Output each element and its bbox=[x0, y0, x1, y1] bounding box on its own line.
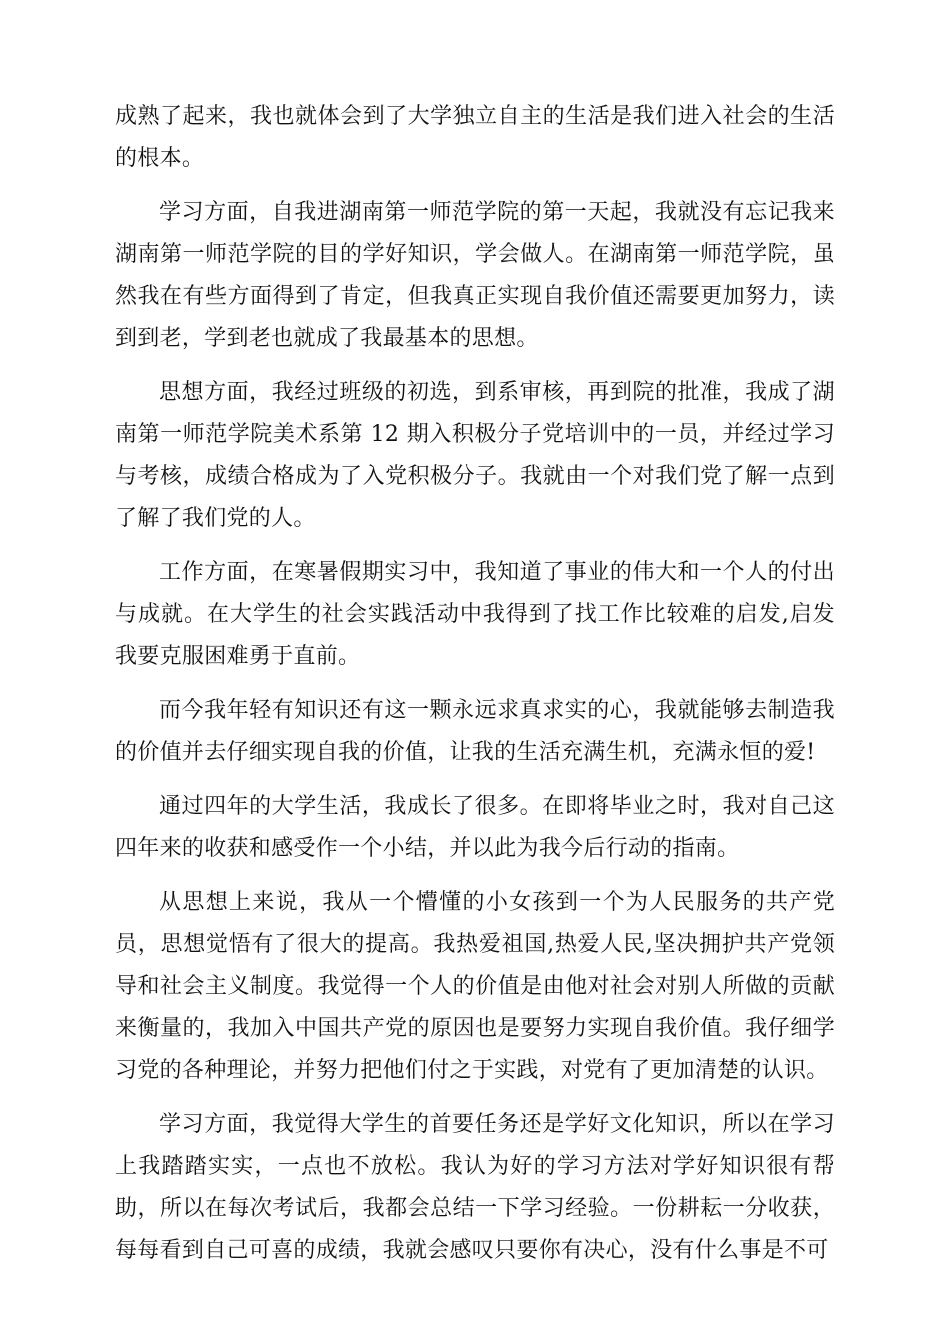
paragraph-study: 学习方面，自我进湖南第一师范学院的第一天起，我就没有忘记我来湖南第一师范学院的目的学好知识，学会做人。在湖南第一师范学院，虽然我在有些方面得到了肯定，但我真正实现自我价值还需要更加努力，读到到老，学到老也就成了我最基本的思想。 bbox=[115, 200, 835, 351]
paragraph-work: 工作方面，在寒暑假期实习中，我知道了事业的伟大和一个人的付出与成就。在大学生的社会实践活动中我得到了找工作比较难的启发,启发我要克服困难勇于直前。 bbox=[115, 560, 835, 669]
paragraph-ideology: 从思想上来说，我从一个懵懂的小女孩到一个为人民服务的共产党员，思想觉悟有了很大的提高。我热爱祖国,热爱人民,坚决拥护共产党领导和社会主义制度。我觉得一个人的价值是由他对社会对别人所做的贡献来衡量的，我加入中国共产党的原因也是要努力实现自我价值。我仔细学习党的各种理论，并努力把他们付之于实践，对党有了更加清楚的认识。 bbox=[115, 890, 835, 1083]
paragraph-continued: 成熟了起来，我也就体会到了大学独立自主的生活是我们进入社会的生活的根本。 bbox=[115, 104, 835, 171]
paragraph-learning: 学习方面，我觉得大学生的首要任务还是学好文化知识，所以在学习上我踏踏实实，一点也不放松。我认为好的学习方法对学好知识很有帮助，所以在每次考试后，我都会总结一下学习经验。一份耕耘一分收获，每每看到自己可喜的成绩，我就会感叹只要你有决心，没有什么事是不可 bbox=[115, 1112, 835, 1263]
paragraph-thought: 思想方面，我经过班级的初选，到系审核，再到院的批准，我成了湖南第一师范学院美术系第 12 期入积极分子党培训中的一员，并经过学习与考核，成绩合格成为了入党积极分子。我就由一个对我们党了解一点到了解了我们党的人。 bbox=[115, 380, 835, 531]
paragraph-aspiration: 而今我年轻有知识还有这一颗永远求真求实的心，我就能够去制造我的价值并去仔细实现自我的价值，让我的生活充满生机，充满永恒的爱! bbox=[115, 698, 835, 765]
paragraph-summary-intro: 通过四年的大学生活，我成长了很多。在即将毕业之时，我对自己这四年来的收获和感受作一个小结，并以此为我今后行动的指南。 bbox=[115, 794, 835, 861]
document-body bbox=[115, 96, 835, 1284]
